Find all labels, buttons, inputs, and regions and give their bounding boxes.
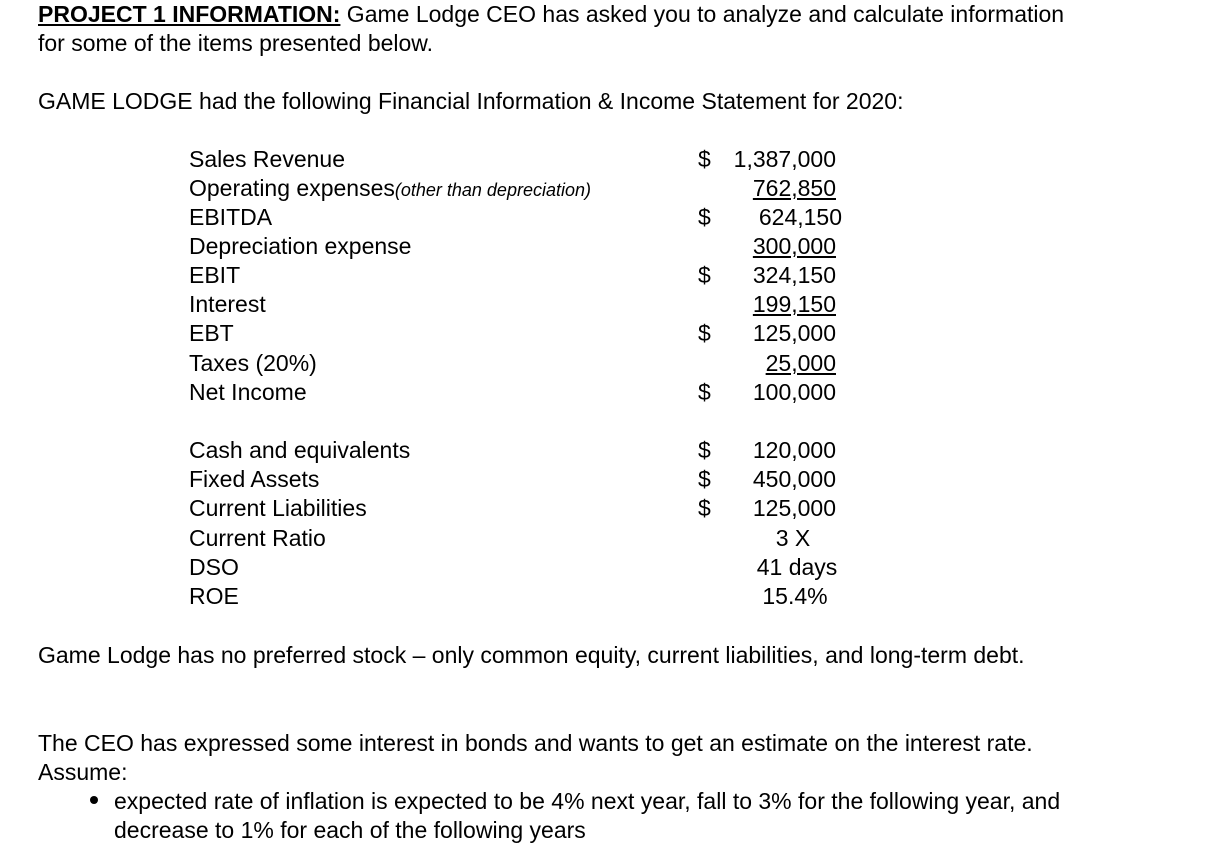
- row-label: Net Income: [189, 379, 307, 405]
- row-value: 1,387,000: [733, 146, 836, 172]
- row-dollar: $: [698, 379, 711, 405]
- bonds-para-line-1: The CEO has expressed some interest in bonds and wants to get an estimate on the interest rate.: [38, 730, 1033, 756]
- row-value: 324,150: [752, 262, 836, 288]
- row-label: EBIT: [189, 262, 241, 288]
- row-label: Fixed Assets: [189, 466, 320, 492]
- row-label: Interest: [189, 291, 266, 317]
- intro-text: Game Lodge CEO has asked you to analyze and calculate information: [340, 1, 1065, 27]
- row-label: Current Ratio: [189, 525, 326, 551]
- row-value: 41 days: [756, 554, 838, 580]
- row-note: (other than depreciation): [394, 180, 591, 200]
- bonds-para-line-2: Assume:: [38, 759, 128, 785]
- bullet-line-1: expected rate of inflation is expected to be 4% next year, fall to 3% for the following year, and: [114, 788, 1061, 814]
- row-value: 199,150: [752, 291, 836, 317]
- row-dollar: $: [698, 320, 711, 346]
- row-label: DSO: [189, 554, 239, 580]
- row-dollar: $: [698, 262, 711, 288]
- row-value: 125,000: [752, 320, 836, 346]
- row-dollar: $: [698, 146, 711, 172]
- row-value: 624,150: [758, 204, 842, 230]
- row-label: Taxes (20%): [189, 350, 317, 376]
- intro-line-1: [38, 0, 1064, 28]
- row-dollar: $: [698, 437, 711, 463]
- bullet-line-2: decrease to 1% for each of the following years: [114, 817, 586, 843]
- row-label: Depreciation expense: [189, 233, 412, 259]
- row-dollar: $: [698, 204, 711, 230]
- row-label: Cash and equivalents: [189, 437, 411, 463]
- row-label: ROE: [189, 583, 239, 609]
- bullet-dot-icon: [90, 796, 98, 804]
- row-label: Operating expenses(other than depreciation): [189, 175, 591, 201]
- row-dollar: $: [698, 495, 711, 521]
- equity-note: Game Lodge has no preferred stock – only common equity, current liabilities, and long-term debt.: [38, 642, 1025, 668]
- row-label: Sales Revenue: [189, 146, 345, 172]
- row-value: 762,850: [752, 175, 836, 201]
- row-value: 100,000: [752, 379, 836, 405]
- row-value: 450,000: [752, 466, 836, 492]
- row-label: Current Liabilities: [189, 495, 367, 521]
- project-heading: PROJECT 1 INFORMATION:: [38, 1, 341, 27]
- statement-intro: GAME LODGE had the following Financial Information & Income Statement for 2020:: [38, 88, 904, 114]
- row-label: EBITDA: [189, 204, 273, 230]
- row-value: 25,000: [765, 350, 836, 376]
- row-value: 120,000: [752, 437, 836, 463]
- row-value: 300,000: [752, 233, 836, 259]
- row-dollar: $: [698, 466, 711, 492]
- intro-line-2: for some of the items presented below.: [38, 30, 434, 56]
- row-value: 15.4%: [762, 583, 828, 609]
- row-value: 125,000: [752, 495, 836, 521]
- row-value: 3 X: [775, 525, 811, 551]
- row-label: EBT: [189, 320, 234, 346]
